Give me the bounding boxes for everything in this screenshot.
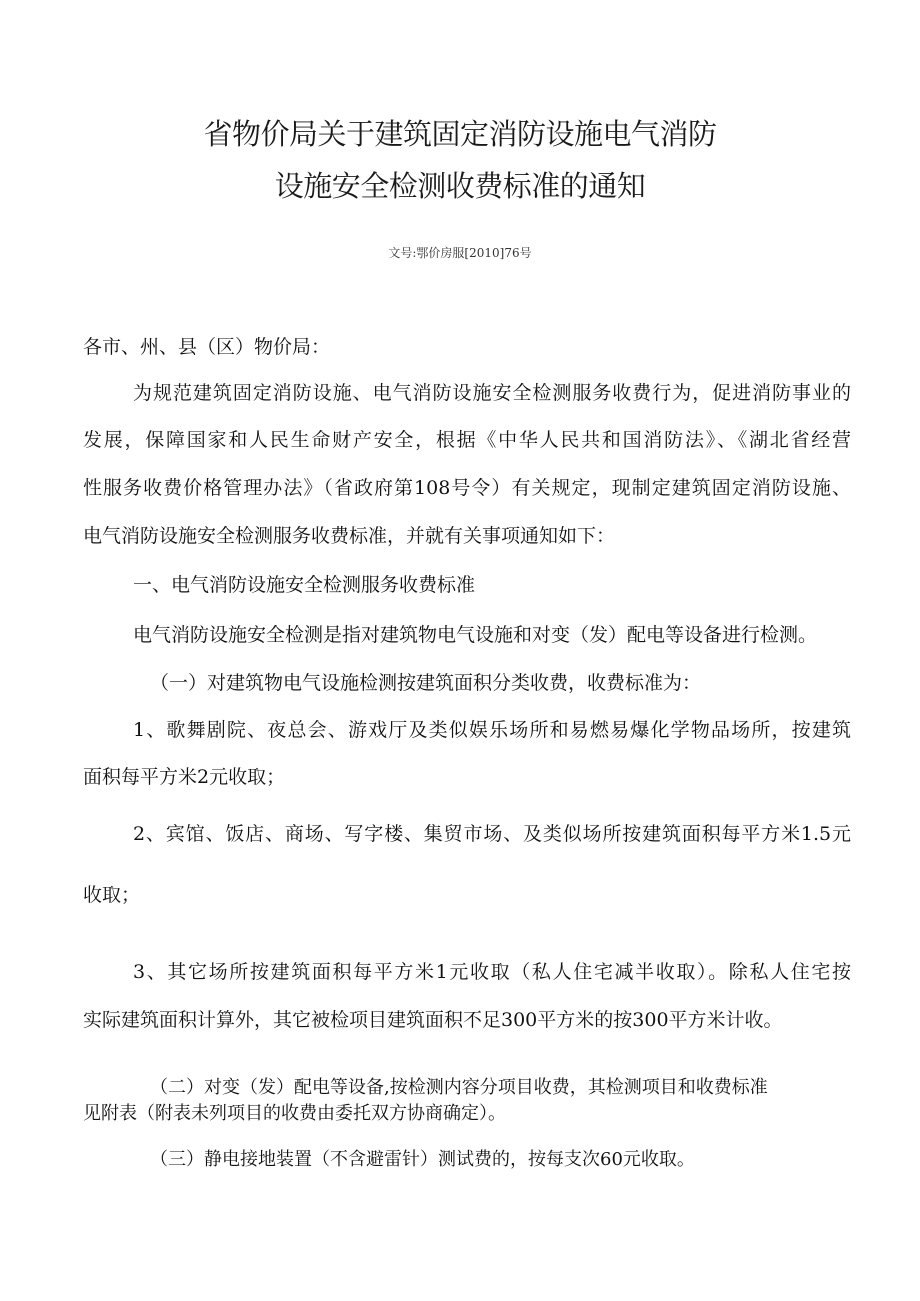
intro-line-1: 为规范建筑固定消防设施、电气消防设施安全检测服务收费行为，促进消防事业的 [133,382,851,404]
addressee: 各市、州、县（区）物价局： [83,336,331,358]
intro-line-3: 性服务收费价格管理办法》（省政府第108号令）有关规定，现制定建筑固定消防设施、 [83,477,851,499]
item-2-line-1: 2、宾馆、饭店、商场、写字楼、集贸市场、及类似场所按建筑面积每平方米1.5元 [133,823,851,845]
subsection-2-line-1: （二）对变（发）配电等设备,按检测内容分项目收费，其检测项目和收费标准 [150,1077,768,1098]
item-1-line-1: 1、歌舞剧院、夜总会、游戏厅及类似娱乐场所和易燃易爆化学物品场所，按建筑 [133,719,851,741]
intro-line-4: 电气消防设施安全检测服务收费标准，并就有关事项通知如下： [83,525,616,547]
document-title-line-2: 设施安全检测收费标准的通知 [274,169,646,203]
subsection-3: （三）静电接地装置（不含避雷针）测试费的，按每支次60元收取。 [150,1149,695,1170]
document-title-line-1: 省物价局关于建筑固定消防设施电气消防 [203,117,717,151]
section-1-definition: 电气消防设施安全检测是指对建筑物电气设施和对变（发）配电等设备进行检测。 [133,624,818,646]
intro-line-2: 发展，保障国家和人民生命财产安全，根据《中华人民共和国消防法》、《湖北省经营 [83,429,851,451]
document-number: 文号:鄂价房服[2010]76号 [388,246,532,260]
subsection-1-heading: （一）对建筑物电气设施检测按建筑面积分类收费，收费标准为： [150,672,702,694]
item-3-line-2: 实际建筑面积计算外，其它被检项目建筑面积不足300平方米的按300平方米计收。 [83,1009,783,1031]
subsection-2-line-2: 见附表（附表未列项目的收费由委托双方协商确定）。 [83,1103,506,1124]
section-1-heading: 一、电气消防设施安全检测服务收费标准 [133,574,476,596]
item-3-line-1: 3、其它场所按建筑面积每平方米1元收取（私人住宅减半收取）。除私人住宅按 [133,961,851,983]
item-2-line-2: 收取； [83,884,141,906]
item-1-line-2: 面积每平方米2元收取； [83,766,286,788]
